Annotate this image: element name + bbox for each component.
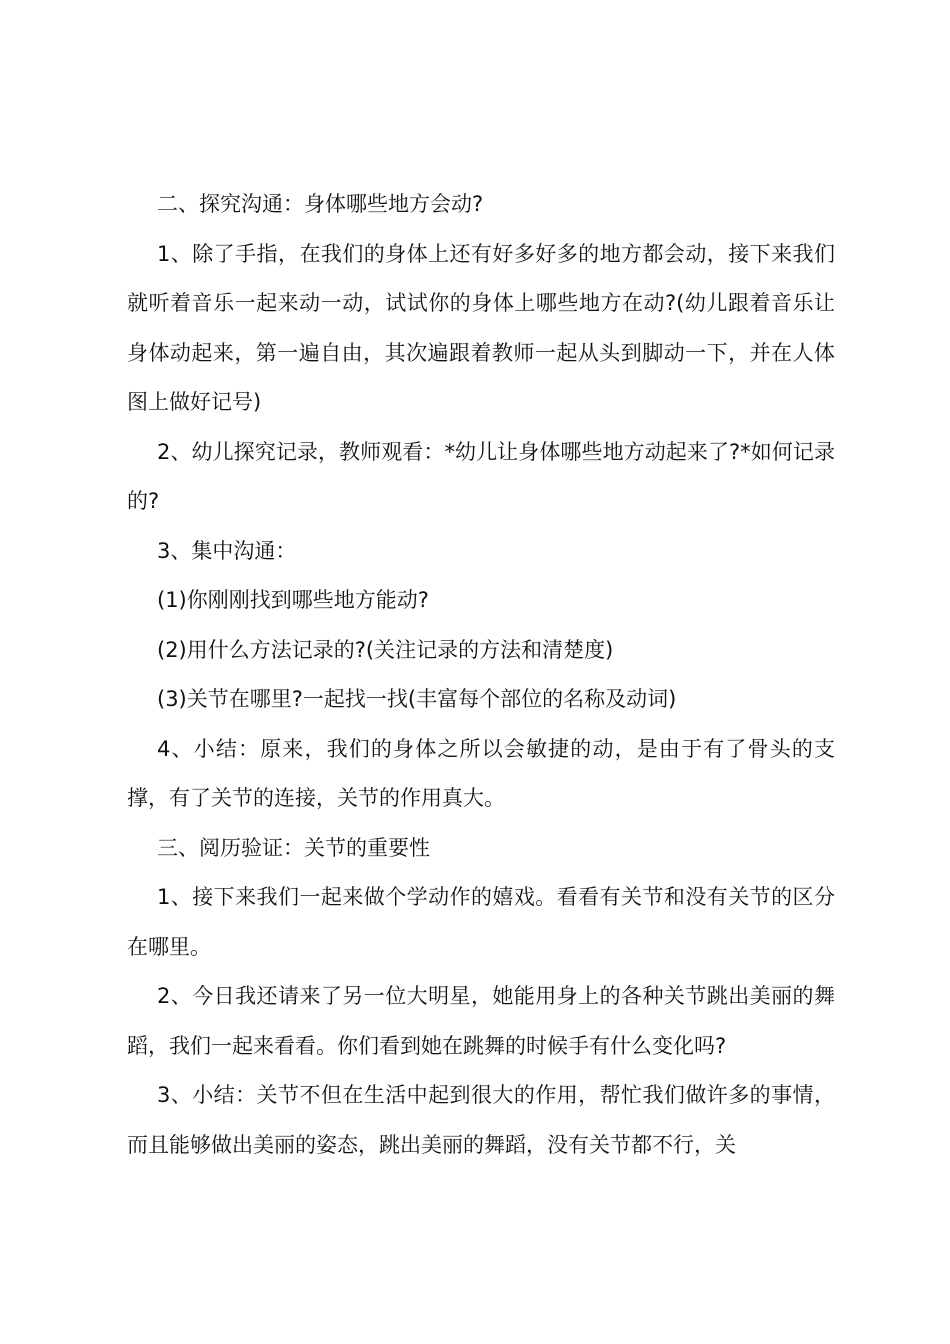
paragraph-item-5: 2、今日我还请来了另一位大明星，她能用身上的各种关节跳出美丽的舞蹈，我们一起来看看。你们看到她在跳舞的时候手有什么变化吗?	[127, 984, 835, 1058]
section-heading-explore: 二、探究沟通：身体哪些地方会动?	[157, 192, 484, 216]
section-heading-verify: 三、阅历验证：关节的重要性	[157, 835, 430, 860]
sub-question-1: (1)你刚刚找到哪些地方能动?	[157, 588, 429, 612]
paragraph-item-2: 2、幼儿探究记录，教师观看：*幼儿让身体哪些地方动起来了?*如何记录的?	[127, 439, 835, 513]
paragraph-item-3: 3、集中沟通：	[157, 538, 297, 563]
paragraph-item-1: 1、除了手指，在我们的身体上还有好多好多的地方都会动，接下来我们就听着音乐一起来动一动，试试你的身体上哪些地方在动?(幼儿跟着音乐让身体动起来，第一遍自由，其次遍跟着教师一起从头到脚动一下，并在人体图上做好记号)	[127, 241, 835, 414]
document-body	[127, 180, 835, 1170]
sub-question-3: (3)关节在哪里?一起找一找(丰富每个部位的名称及动词)	[157, 687, 677, 711]
sub-question-2: (2)用什么方法记录的?(关注记录的方法和清楚度)	[157, 637, 614, 662]
paragraph-summary-1: 4、小结：原来，我们的身体之所以会敏捷的动，是由于有了骨头的支撑，有了关节的连接，关节的作用真大。	[127, 736, 835, 810]
paragraph-summary-2: 3、小结：关节不但在生活中起到很大的作用，帮忙我们做许多的事情，而且能够做出美丽的姿态，跳出美丽的舞蹈，没有关节都不行，关	[127, 1083, 835, 1157]
paragraph-item-4: 1、接下来我们一起来做个学动作的嬉戏。看看有关节和没有关节的区分在哪里。	[127, 885, 835, 959]
